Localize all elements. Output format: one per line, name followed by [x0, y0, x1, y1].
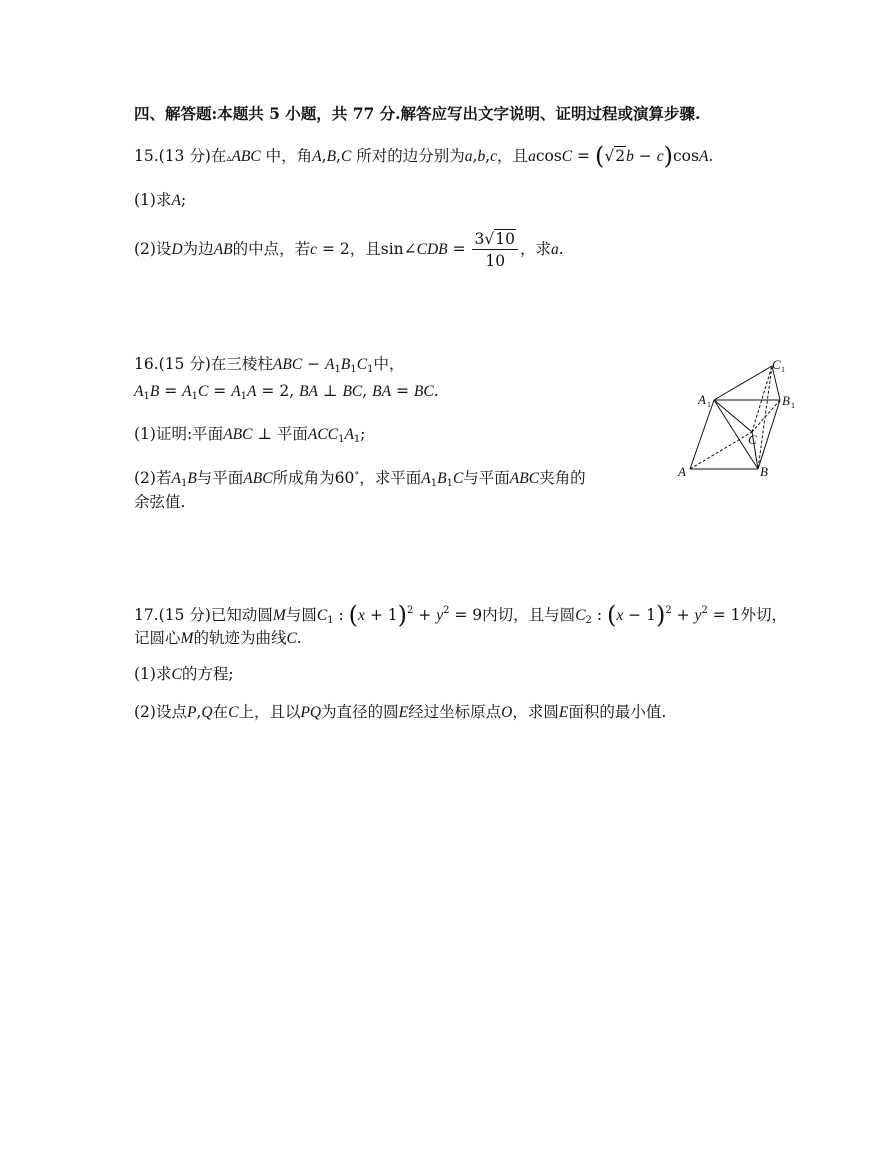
edge-C1B: [758, 366, 772, 469]
q17-part2: (2)设点P,Q在C上，且以PQ为直径的圆E经过坐标原点O，求圆E面积的最小值.: [134, 703, 667, 721]
section-heading: 四、解答题:本题共 5 小题，共 77 分.解答应写出文字说明、证明过程或演算步骤.: [134, 104, 701, 123]
edge-A1C: [714, 400, 752, 432]
q17-stem: 17.(15 分)已知动圆M与圆$C_1$ : $(x + 1)^2 + y^2 = 9$内切，且与圆$C_2$ : $(x - 1)^2 + y^2 = 1$外切，: [134, 601, 788, 629]
edge-A1C1: [714, 366, 772, 400]
q17-part1: (1)求C的方程;: [134, 665, 234, 683]
edge-AA1: [690, 400, 714, 469]
q16-part2: (2)若$A_1B$与平面ABC所成角为60∘，求平面$A_1B_1C$与平面ABC夹角的: [134, 468, 586, 489]
label-C1-sub: 1: [781, 365, 785, 374]
edge-BB1: [758, 400, 780, 469]
q15-part1: (1)求A;: [134, 191, 187, 209]
q16-conditions: $A_1B = A_1C = A_1A = 2$, BA ⊥ BC, BA = BC.: [134, 382, 439, 402]
label-C: C: [748, 432, 757, 447]
edge-B1C: [752, 400, 780, 432]
prism-figure: [676, 352, 806, 482]
q17-stem-cont: 记圆心M的轨迹为曲线C.: [134, 629, 302, 647]
fraction-3sqrt10-over-10: $\frac{3√10}{10}$: [472, 230, 517, 270]
label-A: A: [678, 464, 686, 479]
label-A1-sub: 1: [707, 400, 711, 409]
label-B1: B: [782, 393, 790, 408]
q16-part1: (1)证明:平面ABC ⊥ 平面$ACC_1A_1$;: [134, 425, 366, 445]
label-A1: A: [698, 392, 706, 407]
q15-part2: (2)设D为边AB的中点，若c = 2，且sin∠CDB = $\frac{3√10}{10}$ ，求a.: [134, 230, 564, 270]
edge-AC: [690, 432, 752, 469]
q16-stem: 16.(15 分)在三棱柱ABC − $A_1B_1C_1$中，: [134, 355, 405, 375]
q15-stem: 15.(13 分)在▵ABC 中，角A,B,C 所对的边分别为a,b,c，且acosC = (√2b − c)cosA.: [134, 142, 714, 170]
q16-part2-cont: 余弦值.: [134, 493, 186, 511]
label-B: B: [760, 464, 768, 479]
label-B1-sub: 1: [791, 401, 795, 410]
label-C1: C: [772, 357, 781, 372]
